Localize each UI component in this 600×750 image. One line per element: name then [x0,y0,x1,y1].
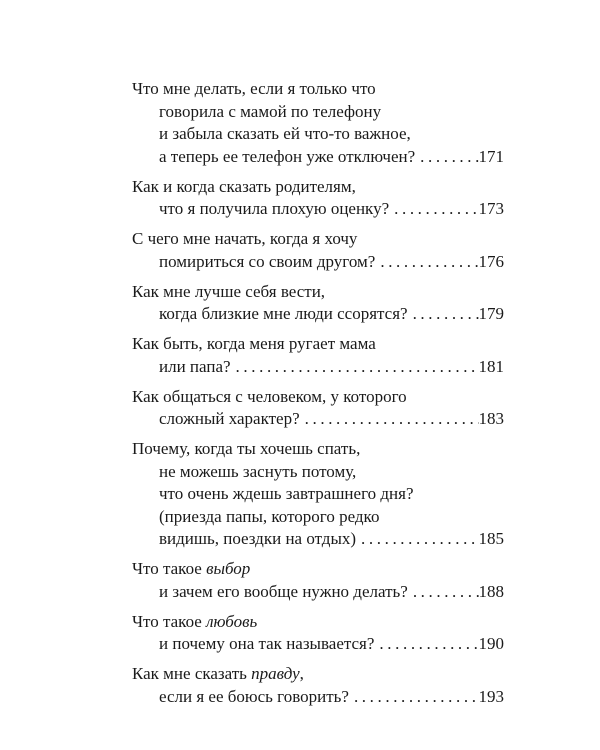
toc-entry-title-line: когда близкие мне люди ссорятся? [159,304,408,323]
toc-entry-title-line: Что мне делать, если я только что [132,79,376,98]
dot-leader [408,303,479,326]
toc-entry-last-line [132,633,504,656]
toc-entry [132,663,504,708]
toc-entry-title-line: Как быть, когда меня ругает мама [132,334,376,353]
toc-entry [132,281,504,326]
toc-entry-title-line: С чего мне начать, когда я хочу [132,229,358,248]
dot-leader [349,686,479,709]
page-number: 176 [478,251,504,271]
page-number: 181 [478,356,504,376]
dot-leader [389,198,478,221]
page-number: 193 [478,686,504,706]
dot-leader [300,408,479,431]
toc-entry [132,228,504,273]
toc-entry-title-text: Как мне сказать [132,664,252,683]
toc-entry-last-line [132,251,504,274]
dot-leader [231,356,479,379]
toc-entry-title-line: а теперь ее телефон уже отключен? [159,146,416,166]
dot-leader [375,251,478,274]
toc-entry [132,176,504,221]
toc-entry-last-line [132,408,504,431]
emphasized-word: правду [251,664,300,683]
toc-entry-last-line [132,581,504,604]
toc-entry-title-line: и зачем его вообще нужно делать? [159,581,408,601]
page-number: 183 [478,409,504,428]
table-of-contents [132,78,504,716]
toc-entry-title-text: Что такое [132,559,207,578]
dot-leader [374,633,478,656]
page-number: 188 [478,581,504,601]
page-number: 190 [478,634,504,653]
toc-entry-last-line [132,303,504,326]
dot-leader [415,146,478,169]
toc-entry-title-line [132,663,504,686]
toc-entry [132,438,504,551]
toc-entry-title-line: Как мне лучше себя вести, [132,281,326,301]
toc-entry [132,386,504,431]
toc-entry-title-line: Как общаться с человеком, у которого [132,386,407,406]
toc-entry-last-line [132,528,504,551]
page-number: 179 [478,304,504,323]
toc-entry-title-line [132,611,504,634]
toc-entry-last-line [132,356,504,379]
dot-leader [356,528,478,551]
toc-entry [132,558,504,603]
toc-entry-title-line: что очень ждешь завтрашнего дня? [159,484,414,503]
toc-entry-title-line: сложный характер? [159,409,300,428]
toc-entry-title-line: видишь, поездки на отдых) [159,529,357,548]
toc-entry-title-text: Что такое [132,611,207,631]
toc-entry-title-line: помириться со своим другом? [159,251,376,271]
toc-entry-title-line: если я ее боюсь говорить? [159,686,349,706]
toc-entry-last-line [132,146,504,169]
page-number: 185 [478,529,504,548]
dot-leader [408,581,479,604]
emphasized-word: любовь [206,611,258,631]
toc-entry-title-line: говорила с мамой по телефону [159,101,382,121]
page-number: 173 [478,199,504,218]
toc-entry-title-text: , [299,664,304,683]
toc-entry-title-line [132,558,504,581]
emphasized-word: выбор [206,559,251,578]
toc-entry [132,78,504,168]
toc-entry-title-line: Почему, когда ты хочешь спать, [132,439,361,458]
page-number: 171 [478,146,504,166]
toc-entry-title-line: что я получила плохую оценку? [159,199,390,218]
toc-entry-title-line: Как и когда сказать родителям, [132,176,356,196]
toc-entry-title-line: или папа? [159,356,231,376]
toc-entry-title-line: (приезда папы, которого редко [159,506,380,526]
toc-entry [132,333,504,378]
toc-entry-title-line: и забыла сказать ей что-то важное, [159,124,411,143]
toc-entry [132,611,504,656]
toc-entry-title-line: не можешь заснуть потому, [159,461,357,481]
toc-entry-last-line [132,198,504,221]
toc-entry-title-line: и почему она так называется? [159,634,375,653]
toc-entry-last-line [132,686,504,709]
